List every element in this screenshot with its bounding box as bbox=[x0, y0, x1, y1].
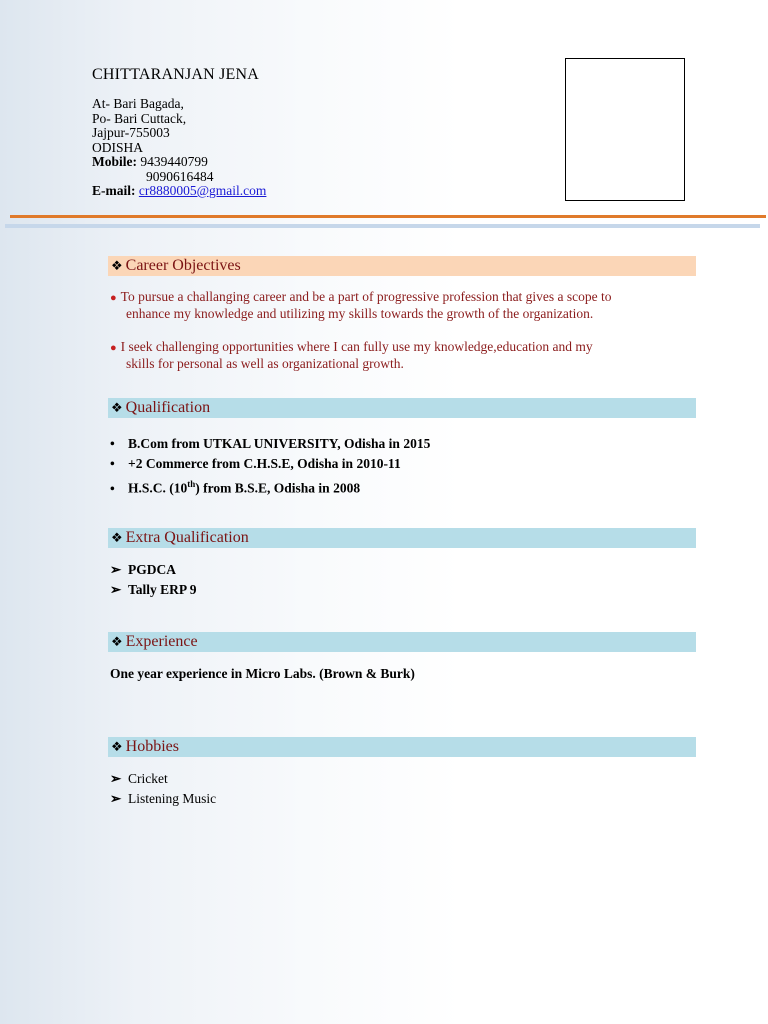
section-title: Hobbies bbox=[125, 738, 179, 755]
email-label: E-mail: bbox=[92, 183, 136, 198]
section-heading-hobbies bbox=[108, 737, 696, 757]
hobbies-list bbox=[110, 769, 216, 809]
mobile-line bbox=[92, 155, 266, 170]
section-heading-career-objectives bbox=[108, 256, 696, 276]
section-title: Qualification bbox=[125, 399, 211, 416]
list-item: ➢ Tally ERP 9 bbox=[110, 580, 197, 600]
candidate-name: CHITTARANJAN JENA bbox=[92, 66, 260, 83]
header-divider bbox=[10, 215, 766, 218]
section-title: Extra Qualification bbox=[125, 529, 249, 546]
diamond-bullet-icon: ❖ bbox=[111, 634, 123, 649]
arrow-bullet-icon: ➢ bbox=[110, 771, 122, 786]
section-title: Experience bbox=[125, 633, 198, 650]
extra-qualification-list bbox=[110, 560, 197, 600]
address-line: Jajpur-755003 bbox=[92, 125, 170, 140]
objective-text-continued: skills for personal as well as organizational growth. bbox=[126, 356, 404, 371]
bullet-icon: • bbox=[110, 456, 115, 471]
red-bullet-icon: ● bbox=[110, 292, 117, 304]
objective-text: To pursue a challanging career and be a part of progressive profession that gives a scope to bbox=[120, 289, 612, 304]
section-heading-extra-qualification bbox=[108, 528, 696, 548]
bullet-icon: • bbox=[110, 480, 115, 496]
section-title: Career Objectives bbox=[125, 257, 241, 274]
email-line bbox=[92, 184, 266, 199]
photo-placeholder bbox=[565, 58, 685, 201]
header-divider-secondary bbox=[5, 224, 760, 228]
list-item: ➢ PGDCA bbox=[110, 560, 197, 580]
mobile-label: Mobile: bbox=[92, 154, 137, 169]
mobile-number-2: 9090616484 bbox=[146, 168, 214, 184]
list-item: ➢ Listening Music bbox=[110, 789, 216, 809]
list-item: • H.S.C. (10th) from B.S.E, Odisha in 2008 bbox=[110, 474, 430, 494]
section-heading-experience bbox=[108, 632, 696, 652]
arrow-bullet-icon: ➢ bbox=[110, 582, 122, 597]
diamond-bullet-icon: ❖ bbox=[111, 530, 123, 545]
email-link[interactable]: cr8880005@gmail.com bbox=[138, 183, 267, 198]
section-heading-qualification bbox=[108, 398, 696, 418]
career-objective-item bbox=[110, 289, 695, 322]
bullet-icon: • bbox=[110, 436, 115, 451]
list-item: • +2 Commerce from C.H.S.E, Odisha in 2010-11 bbox=[110, 454, 430, 474]
arrow-bullet-icon: ➢ bbox=[110, 562, 122, 577]
objective-text: I seek challenging opportunities where I can fully use my knowledge,education and my bbox=[120, 339, 593, 354]
objective-text-continued: enhance my knowledge and utilizing my skills towards the growth of the organization. bbox=[126, 306, 594, 321]
address-line: At- Bari Bagada, bbox=[92, 96, 184, 111]
diamond-bullet-icon: ❖ bbox=[111, 739, 123, 754]
diamond-bullet-icon: ❖ bbox=[111, 258, 123, 273]
contact-block bbox=[92, 97, 266, 199]
list-item: • B.Com from UTKAL UNIVERSITY, Odisha in 2015 bbox=[110, 434, 430, 454]
diamond-bullet-icon: ❖ bbox=[111, 400, 123, 415]
address-line: ODISHA bbox=[92, 139, 144, 155]
mobile-number: 9439440799 bbox=[140, 154, 208, 169]
list-item: ➢ Cricket bbox=[110, 769, 216, 789]
red-bullet-icon: ● bbox=[110, 342, 117, 354]
qualification-list bbox=[110, 434, 430, 494]
arrow-bullet-icon: ➢ bbox=[110, 791, 122, 806]
career-objective-item bbox=[110, 339, 695, 372]
experience-text: One year experience in Micro Labs. (Brown & Burk) bbox=[110, 666, 415, 681]
address-line: Po- Bari Cuttack, bbox=[92, 110, 187, 126]
